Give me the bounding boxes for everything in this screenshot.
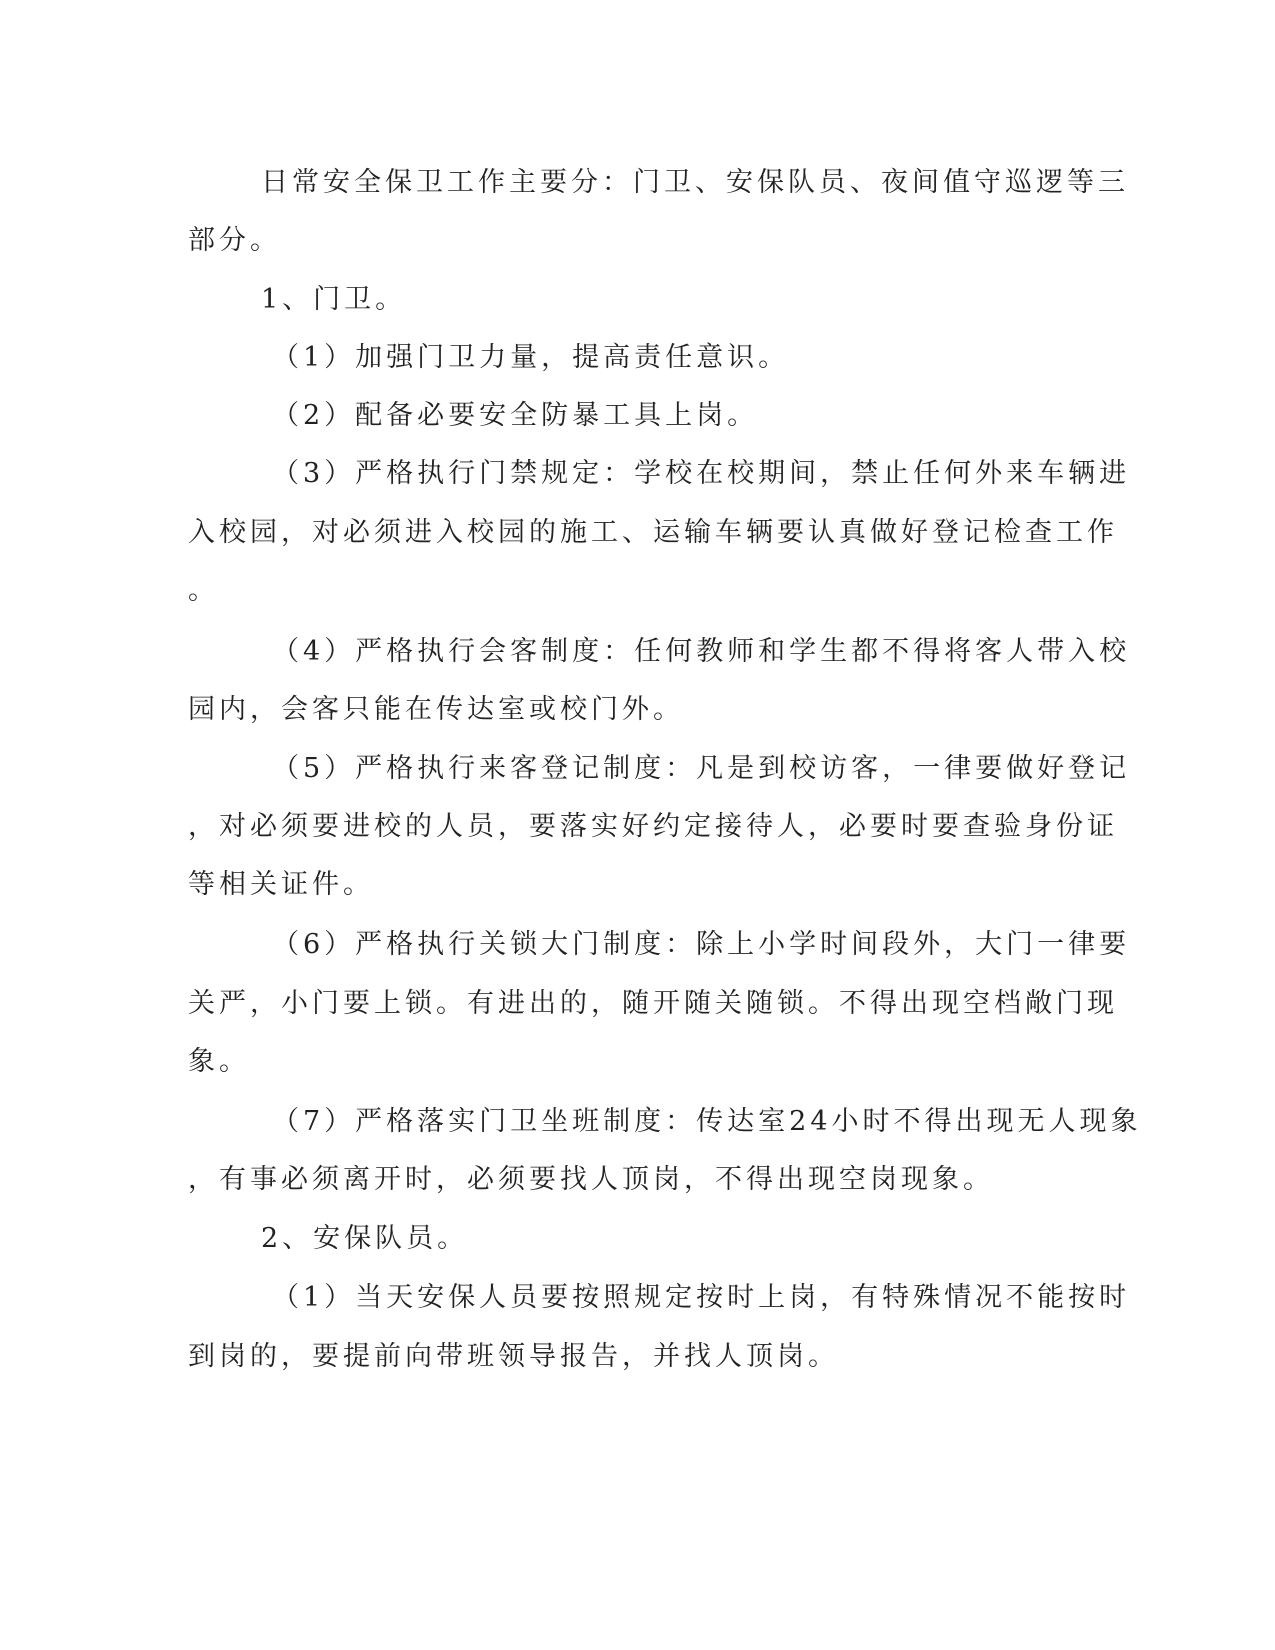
list-item-continuation: ，对必须要进校的人员，要落实好约定接待人，必要时要查验身份证 — [188, 811, 1118, 842]
intro-paragraph-line: 部分。 — [188, 225, 281, 256]
section-heading-gatekeeper: 1、门卫。 — [261, 284, 407, 315]
list-item: （6）严格执行关锁大门制度：除上小学时间段外，大门一律要 — [272, 929, 1131, 960]
list-item-continuation: 入校园，对必须进入校园的施工、运输车辆要认真做好登记检查工作 — [188, 517, 1118, 548]
list-item: （2）配备必要安全防暴工具上岗。 — [272, 400, 759, 431]
list-item-continuation: 。 — [188, 575, 219, 606]
list-item: （4）严格执行会客制度：任何教师和学生都不得将客人带入校 — [272, 636, 1131, 667]
list-item-continuation: ，有事必须离开时，必须要找人顶岗，不得出现空岗现象。 — [188, 1164, 994, 1195]
list-item-continuation: 关严，小门要上锁。有进出的，随开随关随锁。不得出现空档敞门现 — [188, 988, 1118, 1019]
list-item: （5）严格执行来客登记制度：凡是到校访客，一律要做好登记 — [272, 753, 1131, 784]
intro-paragraph-line: 日常安全保卫工作主要分：门卫、安保队员、夜间值守巡逻等三 — [261, 167, 1129, 198]
list-item: （3）严格执行门禁规定：学校在校期间，禁止任何外来车辆进 — [272, 458, 1131, 489]
list-item-continuation: 等相关证件。 — [188, 869, 374, 900]
list-item: （1）加强门卫力量，提高责任意识。 — [272, 342, 790, 373]
list-item-continuation: 象。 — [188, 1046, 250, 1077]
list-item-continuation: 园内，会客只能在传达室或校门外。 — [188, 694, 684, 725]
list-item: （1）当天安保人员要按照规定按时上岗，有特殊情况不能按时 — [272, 1282, 1131, 1313]
list-item: （7）严格落实门卫坐班制度：传达室24小时不得出现无人现象 — [272, 1106, 1142, 1137]
section-heading-security-staff: 2、安保队员。 — [261, 1223, 469, 1254]
list-item-continuation: 到岗的，要提前向带班领导报告，并找人顶岗。 — [188, 1341, 839, 1372]
